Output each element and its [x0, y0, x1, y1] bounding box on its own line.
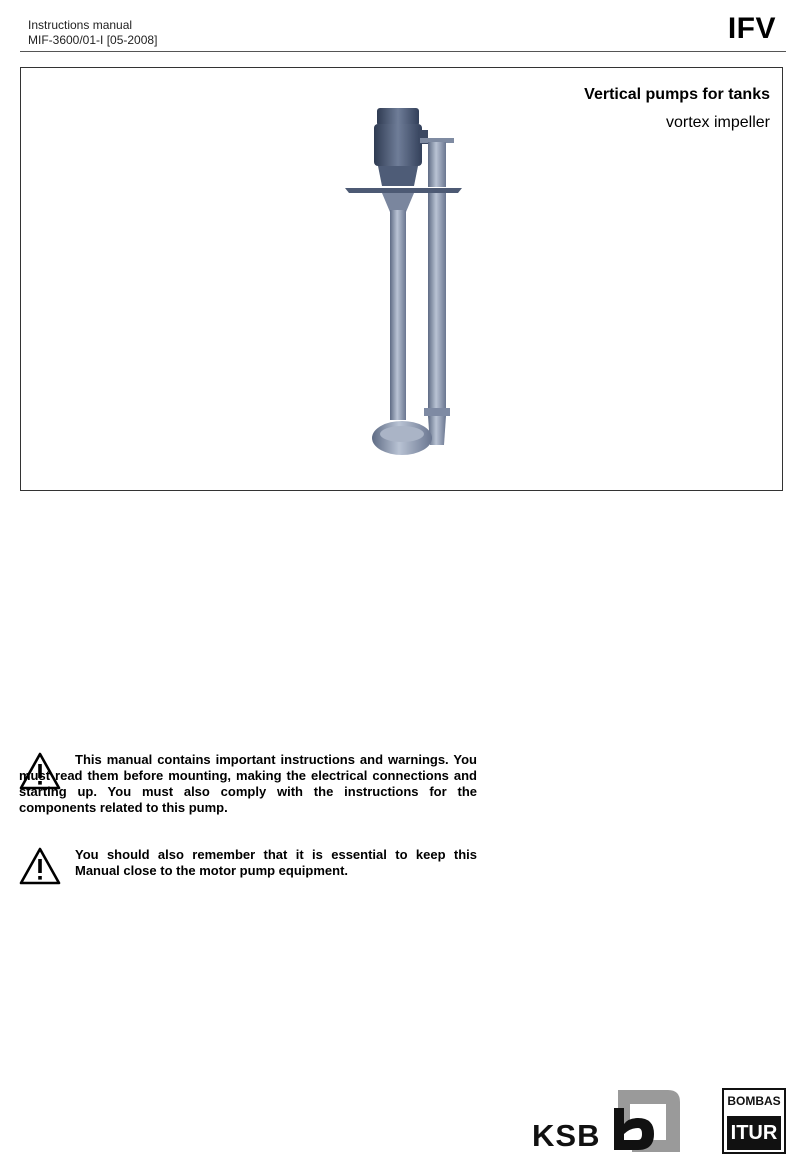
warning-2-text: You should also remember that it is essential to keep this Manual close to the motor pump equipment. [75, 847, 477, 878]
warning-message-1 [19, 752, 477, 816]
pump-casing-top [380, 426, 424, 442]
bearing-housing [382, 193, 414, 212]
warning-message-2 [75, 847, 477, 879]
discharge-pipe-flange [424, 408, 450, 416]
product-title: Vertical pumps for tanks [584, 86, 770, 103]
warning-1-text: This manual contains important instructions and warnings. You must read them before mounting, making the electrical connections and starting up. You must also comply with the [19, 752, 477, 799]
discharge-pipe [428, 193, 446, 411]
motor-lantern [378, 166, 418, 186]
motor-body [374, 124, 422, 166]
shaft-column [390, 210, 406, 420]
product-subtitle: vortex impeller [665, 114, 770, 131]
product-code: IFV [727, 12, 776, 45]
discharge-pipe-top [428, 142, 446, 187]
motor-fan-cover [377, 108, 419, 126]
document-reference: MIF-3600/01-I [05-2008] [28, 33, 158, 47]
warning-1-continuation: instructions for the components related to this pump. [19, 784, 477, 815]
warning-triangle-icon [19, 847, 61, 885]
bombas-itur-logo [722, 1088, 786, 1154]
ksb-logo-text: KSB [532, 1118, 601, 1153]
mounting-plate [345, 188, 462, 193]
itur-logo-bottom: ITUR [727, 1116, 781, 1150]
manual-type-label: Instructions manual [28, 18, 133, 32]
vertical-pump-illustration [340, 100, 470, 465]
header-rule [20, 51, 786, 52]
itur-logo-top: BOMBAS [727, 1094, 781, 1108]
ksb-logo-icon [610, 1088, 682, 1154]
